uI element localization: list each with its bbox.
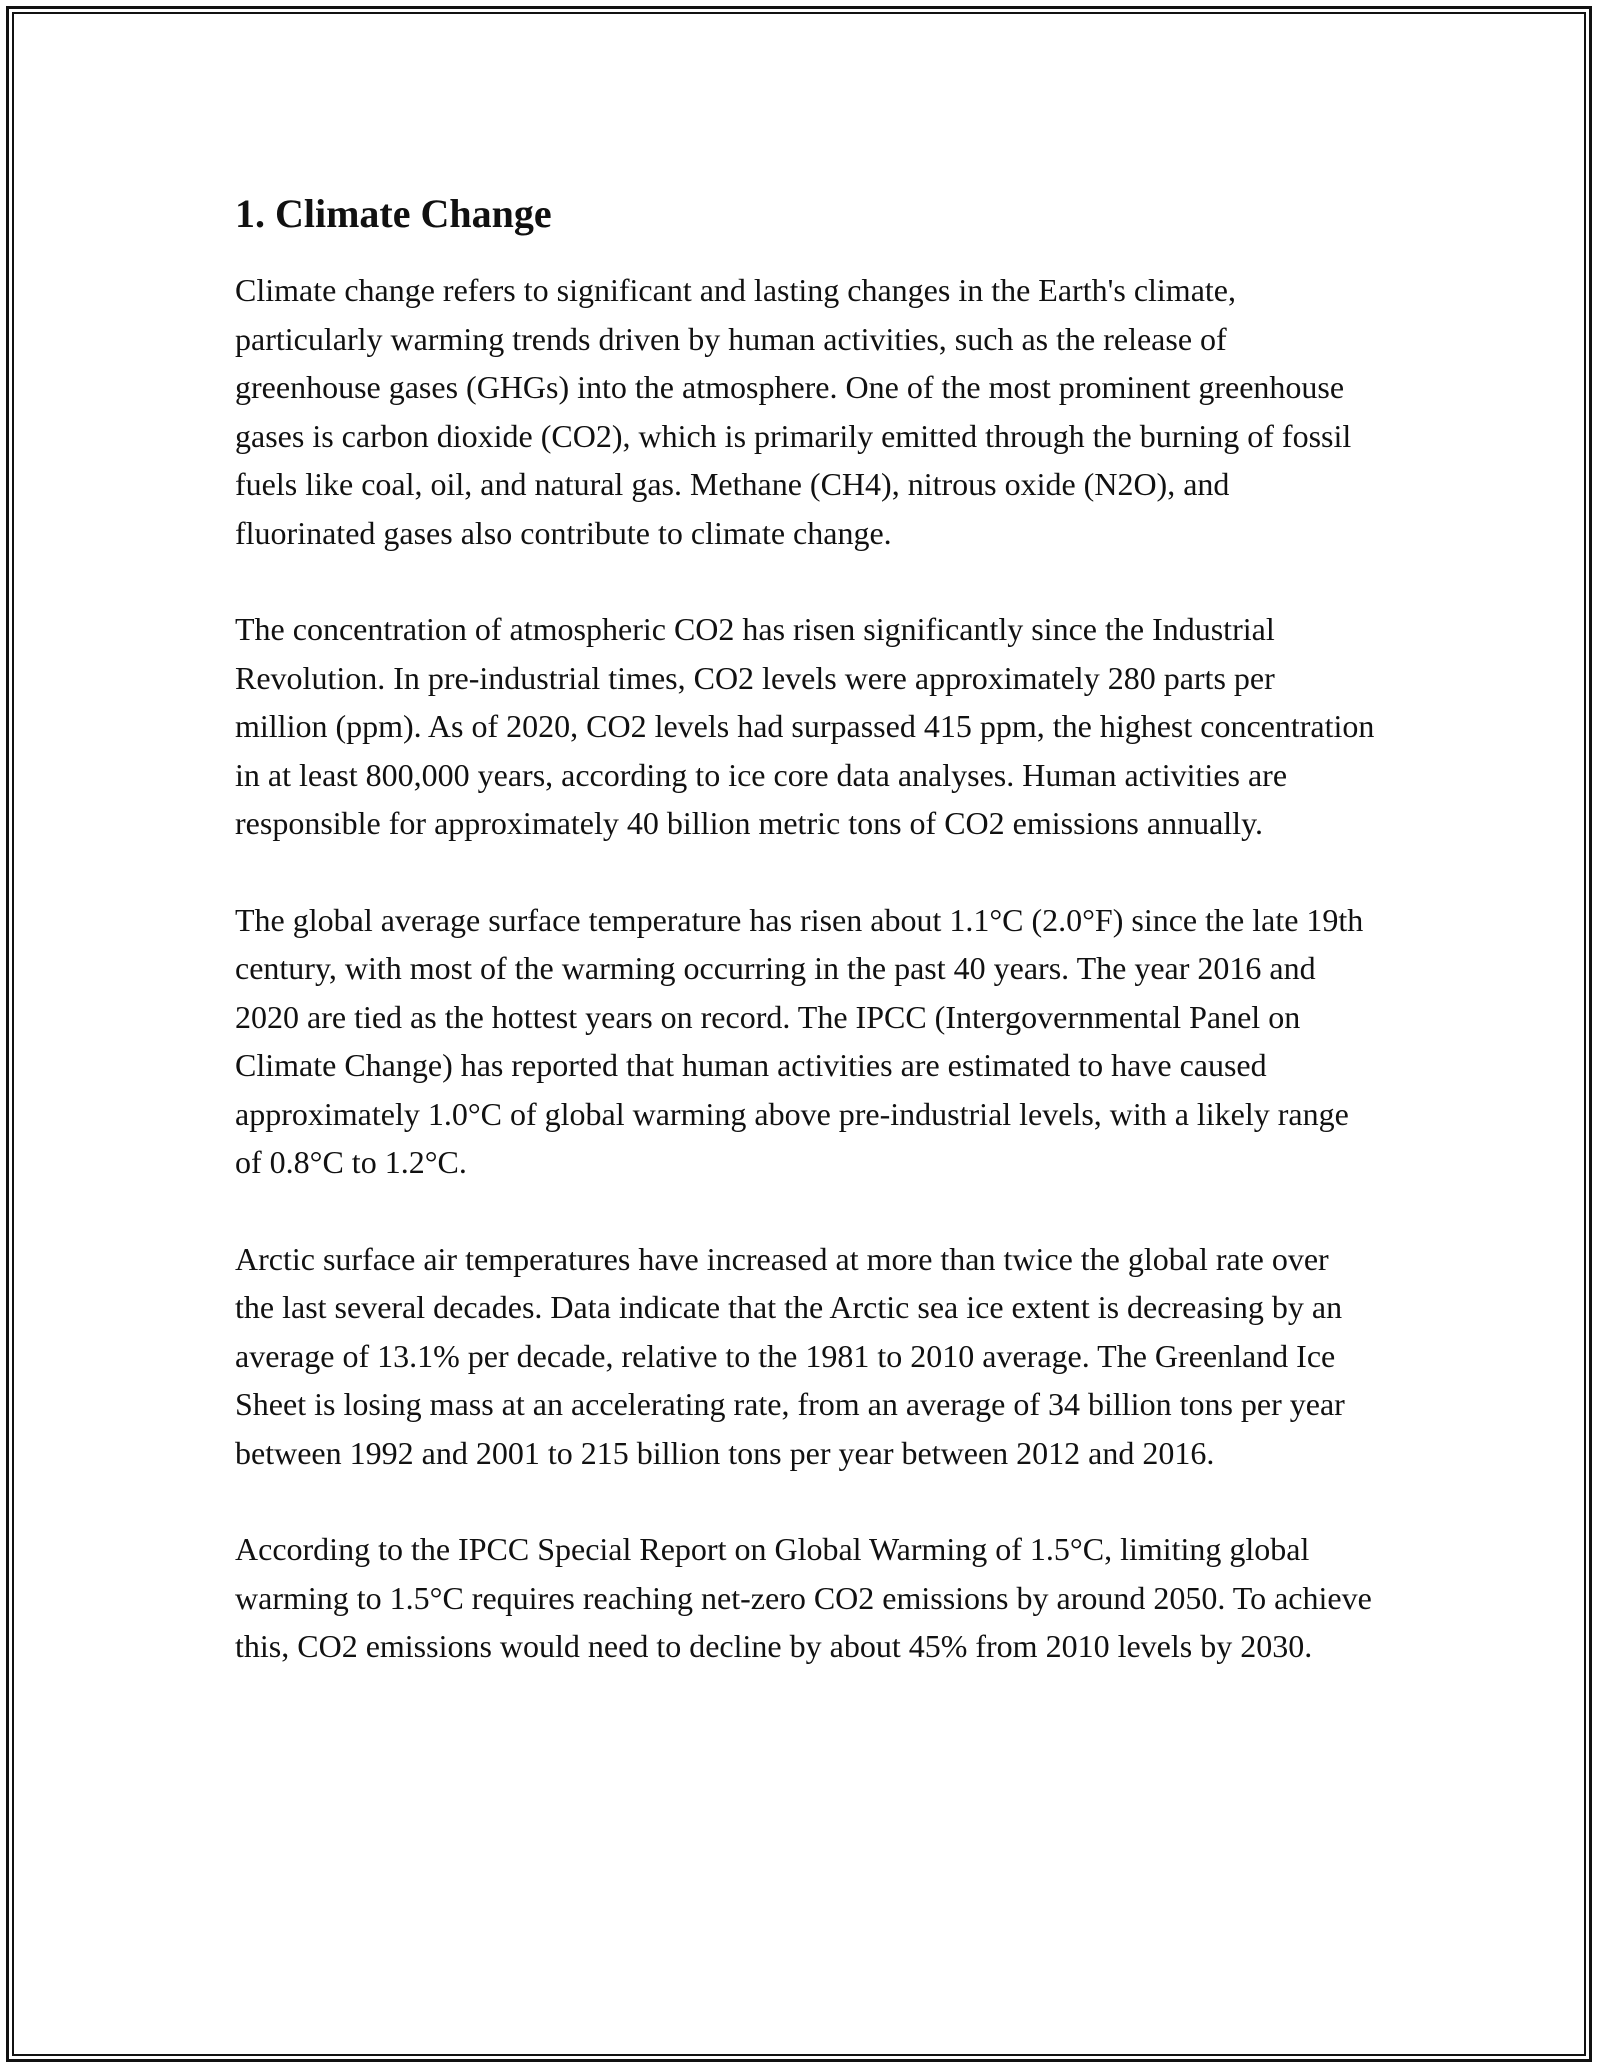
section-heading: 1. Climate Change: [235, 191, 552, 236]
paragraph-ghg-overview: Climate change refers to significant and lasting changes in the Earth's climate, particularly warming trends driven by human activities, such as the release of greenhouse gases (GHGs) into the atmosphere. One of the most prominent greenhouse gases is carbon dioxide (CO2), which is primarily emitted through the burning of fossil fuels like coal, oil, and natural gas. Methane (CH4), nitrous oxide (N2O), and fluorinated gases also contribute to climate change.: [235, 272, 1352, 551]
document-body: [235, 188, 1375, 1719]
paragraph-arctic: Arctic surface air temperatures have increased at more than twice the global rate over the last several decades. Data indicate that the Arctic sea ice extent is decreasing by an average of 13.1% per decade, relative to the 1981 to 2010 average. The Greenland Ice Sheet is losing mass at an accelerating rate, from an average of 34 billion tons per year between 1992 and 2001 to 215 billion tons per year between 2012 and 2016.: [235, 1240, 1345, 1471]
paragraph-ipcc-target: According to the IPCC Special Report on Global Warming of 1.5°C, limiting global warming to 1.5°C requires reaching net-zero CO2 emissions by around 2050. To achieve this, CO2 emissions would need to decline by about 45% from 2010 levels by 2030.: [235, 1531, 1372, 1664]
paragraph-global-temperature: The global average surface temperature has risen about 1.1°C (2.0°F) since the late 19th century, with most of the warming occurring in the past 40 years. The year 2016 and 2020 are tied as the hottest years on record. The IPCC (Intergovernmental Panel on Climate Change) has reported that human activities are estimated to have caused approximately 1.0°C of global warming above pre-industrial levels, with a likely range of 0.8°C to 1.2°C.: [235, 901, 1364, 1180]
paragraph-co2-concentration: The concentration of atmospheric CO2 has risen significantly since the Industrial Revolution. In pre-industrial times, CO2 levels were approximately 280 parts per million (ppm). As of 2020, CO2 levels had surpassed 415 ppm, the highest concentration in at least 800,000 years, according to ice core data analyses. Human activities are responsible for approximately 40 billion metric tons of CO2 emissions annually.: [235, 611, 1375, 841]
